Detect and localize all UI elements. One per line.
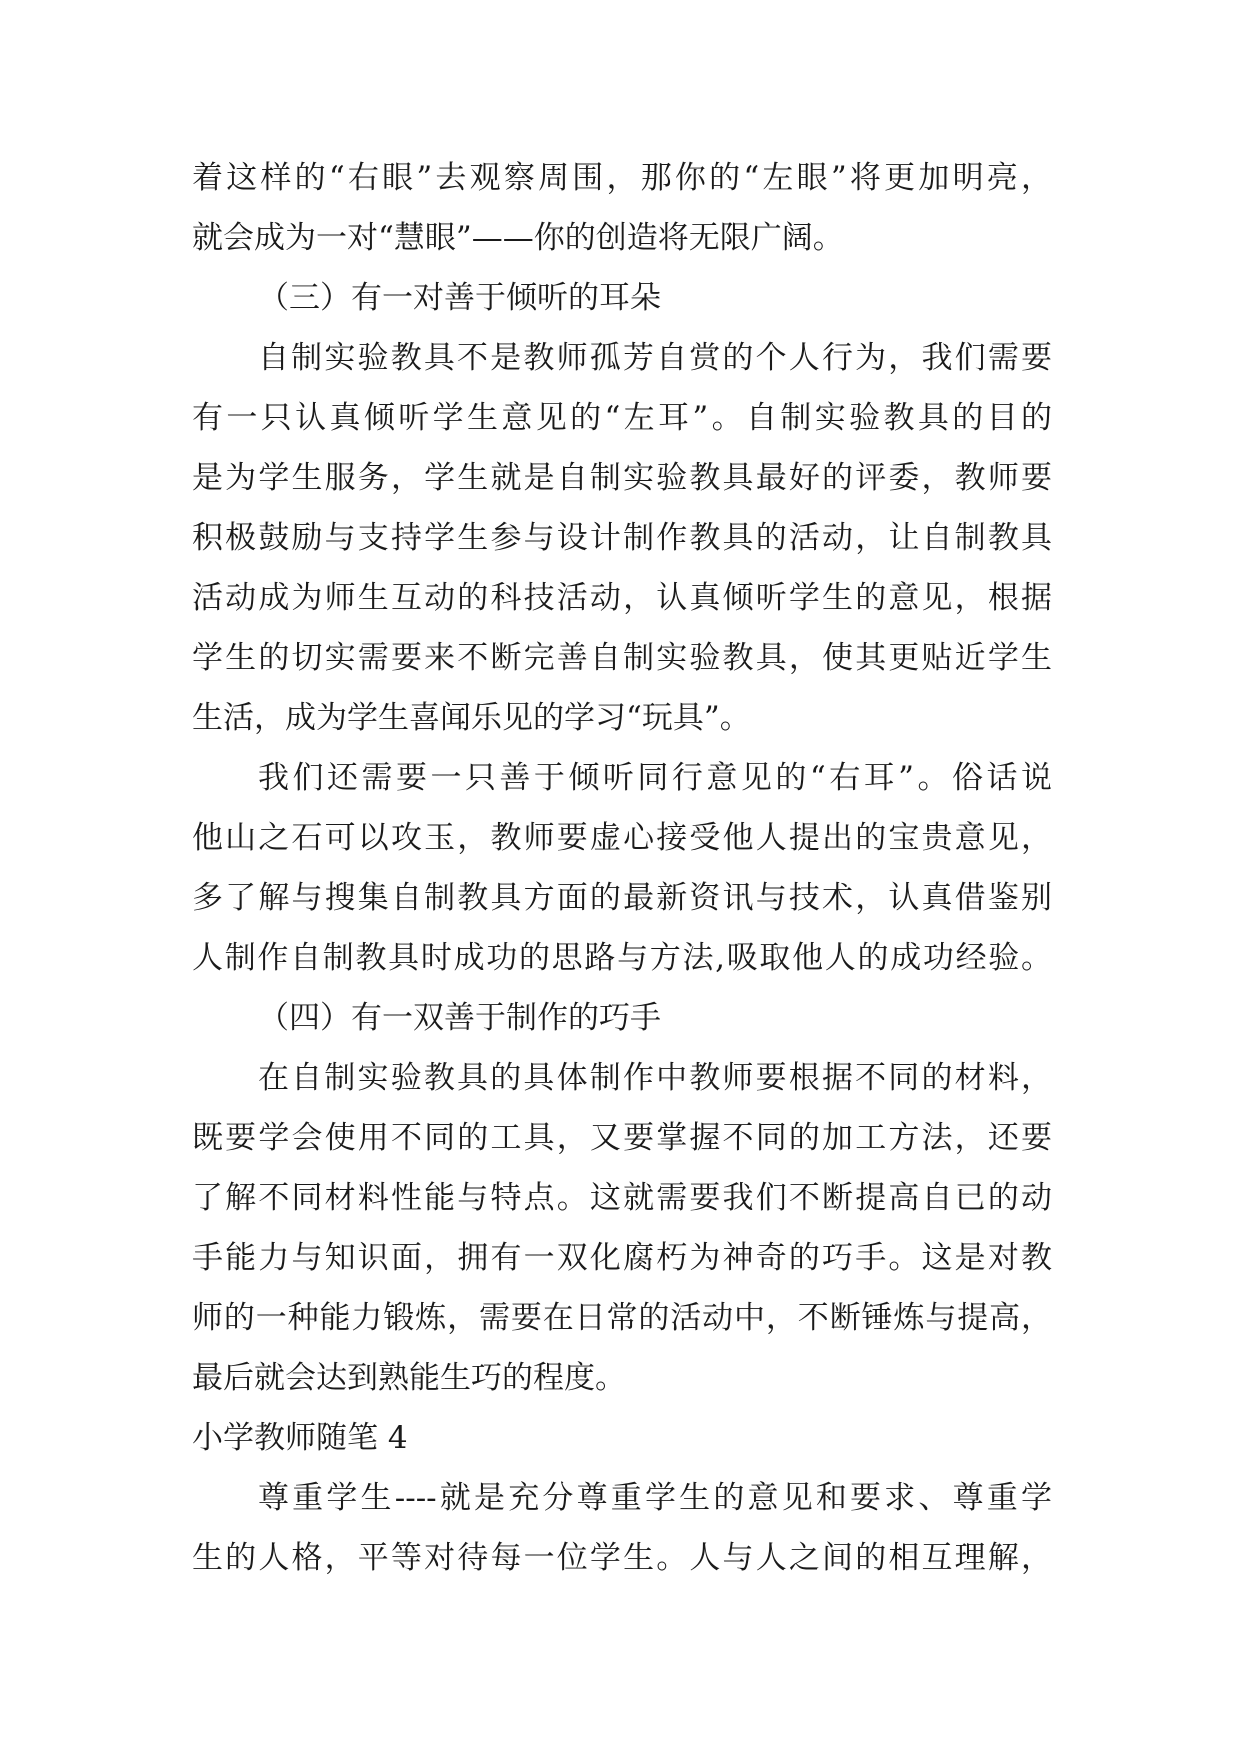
text-line: 就会成为一对“慧眼”——你的创造将无限广阔。 — [192, 220, 844, 256]
text-line: 有一只认真倾听学生意见的“左耳”。自制实验教具的目的 — [192, 400, 1052, 436]
text-line: 着这样的“右眼”去观察周围，那你的“左眼”将更加明亮， — [192, 160, 1052, 196]
text-line: 了解不同材料性能与特点。这就需要我们不断提高自已的动 — [192, 1180, 1052, 1216]
text-line: 既要学会使用不同的工具，又要掌握不同的加工方法，还要 — [192, 1120, 1052, 1156]
section-title: 小学教师随笔 4 — [192, 1420, 408, 1456]
paragraph-first-line: 我们还需要一只善于倾听同行意见的“右耳”。俗话说 — [258, 760, 1052, 796]
text-line: 活动成为师生互动的科技活动，认真倾听学生的意见，根据 — [192, 580, 1052, 616]
subheading-four: （四）有一双善于制作的巧手 — [258, 1000, 661, 1036]
paragraph-first-line: 在自制实验教具的具体制作中教师要根据不同的材料， — [258, 1060, 1052, 1096]
subheading-three: （三）有一对善于倾听的耳朵 — [258, 280, 661, 316]
text-line: 最后就会达到熟能生巧的程度。 — [192, 1360, 626, 1396]
text-line: 他山之石可以攻玉，教师要虚心接受他人提出的宝贵意见， — [192, 820, 1052, 856]
text-line: 师的一种能力锻炼，需要在日常的活动中，不断锤炼与提高， — [192, 1300, 1052, 1336]
paragraph-first-line: 自制实验教具不是教师孤芳自赏的个人行为，我们需要 — [258, 340, 1052, 376]
text-line: 积极鼓励与支持学生参与设计制作教具的活动，让自制教具 — [192, 520, 1052, 556]
text-line: 手能力与知识面，拥有一双化腐朽为神奇的巧手。这是对教 — [192, 1240, 1052, 1276]
text-line: 是为学生服务，学生就是自制实验教具最好的评委，教师要 — [192, 460, 1052, 496]
text-line: 生活，成为学生喜闻乐见的学习“玩具”。 — [192, 700, 751, 736]
text-line: 生的人格，平等对待每一位学生。人与人之间的相互理解， — [192, 1540, 1052, 1576]
text-line: 人制作自制教具时成功的思路与方法,吸取他人的成功经验。 — [192, 940, 1052, 976]
text-line: 学生的切实需要来不断完善自制实验教具，使其更贴近学生 — [192, 640, 1052, 676]
text-line: 多了解与搜集自制教具方面的最新资讯与技术，认真借鉴别 — [192, 880, 1052, 916]
paragraph-first-line: 尊重学生----就是充分尊重学生的意见和要求、尊重学 — [258, 1480, 1052, 1516]
